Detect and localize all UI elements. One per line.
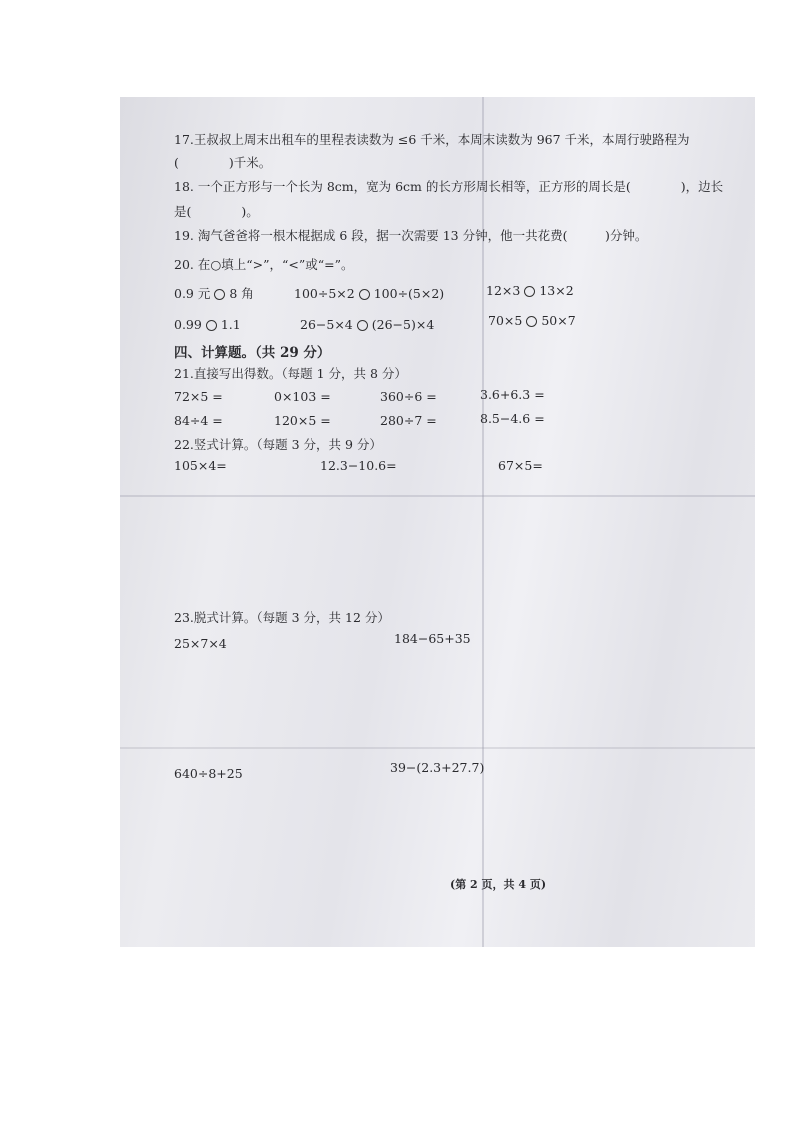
fold-line-vertical <box>482 97 484 947</box>
q20-item: 0.99 1.1 <box>174 317 241 332</box>
q17-line1: 17.王叔叔上周末出租车的里程表读数为 ≤6 千米，本周末读数为 967 千米，本周行驶路程为 <box>174 132 690 147</box>
q17-line2: ( )千米。 <box>174 155 272 170</box>
page-footer: (第 2 页，共 4 页) <box>450 878 547 891</box>
q23-item: 25×7×4 <box>174 636 227 651</box>
q21-item: 280÷7 = <box>380 413 437 428</box>
q21-item: 0×103 = <box>274 389 331 404</box>
q21-item: 3.6+6.3 = <box>480 387 545 402</box>
compare-circle-icon[interactable] <box>357 320 368 331</box>
q20-text: 20. 在○填上“>”，“<”或“=”。 <box>174 257 354 272</box>
q20-item: 0.9 元 8 角 <box>174 286 254 301</box>
q20-item: 100÷5×2 100÷(5×2) <box>294 286 445 301</box>
q23-item: 39−(2.3+27.7) <box>390 760 485 775</box>
fold-line-horizontal <box>120 747 755 749</box>
q23-item: 640÷8+25 <box>174 766 243 781</box>
q21-item: 84÷4 = <box>174 413 223 428</box>
q22-item: 105×4= <box>174 458 227 473</box>
compare-circle-icon[interactable] <box>206 320 217 331</box>
q23-title: 23.脱式计算。（每题 3 分，共 12 分） <box>174 610 390 625</box>
q22-item: 67×5= <box>498 458 543 473</box>
fold-line-horizontal <box>120 495 755 497</box>
q23-item: 184−65+35 <box>394 631 471 646</box>
q19-text: 19. 淘气爸爸将一根木棍据成 6 段，据一次需要 13 分钟，他一共花费( )分钟。 <box>174 228 648 243</box>
q22-title: 22.竖式计算。（每题 3 分，共 9 分） <box>174 437 382 452</box>
compare-circle-icon[interactable] <box>524 286 535 297</box>
q20-item: 26−5×4 (26−5)×4 <box>300 317 435 332</box>
compare-circle-icon[interactable] <box>526 316 537 327</box>
q21-item: 8.5−4.6 = <box>480 411 545 426</box>
q18-line1: 18. 一个正方形与一个长为 8cm，宽为 6cm 的长方形周长相等，正方形的周长是( )，边长 <box>174 179 724 194</box>
section-title: 四、计算题。（共 29 分） <box>174 345 331 361</box>
q21-item: 120×5 = <box>274 413 331 428</box>
q20-item: 70×5 50×7 <box>488 313 576 328</box>
q22-item: 12.3−10.6= <box>320 458 397 473</box>
q18-line2: 是( )。 <box>174 204 259 219</box>
q21-item: 360÷6 = <box>380 389 437 404</box>
compare-circle-icon[interactable] <box>359 289 370 300</box>
compare-circle-icon[interactable] <box>214 289 225 300</box>
q20-item: 12×3 13×2 <box>486 283 574 298</box>
q21-item: 72×5 = <box>174 389 223 404</box>
q21-title: 21.直接写出得数。（每题 1 分，共 8 分） <box>174 366 407 381</box>
exam-sheet <box>120 97 755 947</box>
